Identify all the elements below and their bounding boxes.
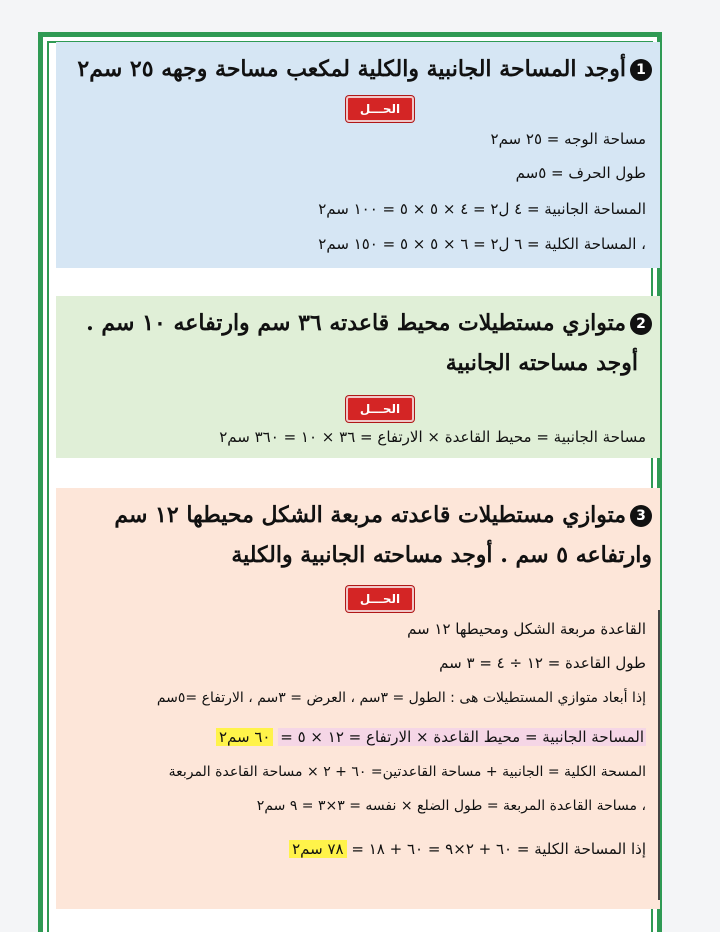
question-1-solution-badge: الحـــل xyxy=(346,96,414,122)
q3-margin-bar xyxy=(658,610,660,900)
q3-line-3: إذا أبعاد متوازي المستطيلات هى : الطول = ٣سم ، العرض = ٣سم ، الارتفاع =٥سم xyxy=(156,690,646,706)
question-3-solution-badge: الحـــل xyxy=(346,586,414,612)
q3-total-result: ٧٨ سم٢ xyxy=(289,840,347,858)
q3-line-2: طول القاعدة = ١٢ ÷ ٤ = ٣ سم xyxy=(439,654,646,672)
q1-line-3: المساحة الجانبية = ٤ ل٢ = ٤ × ٥ × ٥ = ١٠٠ سم٢ xyxy=(318,200,646,218)
q3-line-1: القاعدة مربعة الشكل ومحيطها ١٢ سم xyxy=(407,620,646,638)
question-2-line-1: 2متوازي مستطيلات محيط قاعدته ٣٦ سم وارتفاعه ١٠ سم . xyxy=(64,310,652,336)
q3-lateral-result: ٦٠ سم٢ xyxy=(216,728,274,746)
q2-line-1: مساحة الجانبية = محيط القاعدة × الارتفاع = ٣٦ × ١٠ = ٣٦٠ سم٢ xyxy=(219,428,646,446)
question-3-number: 3 xyxy=(630,505,652,527)
question-1-text: 1أوجد المساحة الجانبية والكلية لمكعب مساحة وجهه ٢٥ سم٢ xyxy=(64,56,652,82)
question-3-line-1: 3متوازي مستطيلات قاعدته مربعة الشكل محيطها ١٢ سم xyxy=(64,502,652,528)
q1-line-4: ، المساحة الكلية = ٦ ل٢ = ٦ × ٥ × ٥ = ١٥٠ سم٢ xyxy=(318,235,646,253)
q3-lateral-area: المساحة الجانبية = محيط القاعدة × الارتفاع = ١٢ × ٥ = ٦٠ سم٢ xyxy=(70,728,646,746)
question-2-section xyxy=(56,296,660,458)
q3-total-area: إذا المساحة الكلية = ٦٠ + ٢×٩ = ٦٠ + ١٨ = ٧٨ سم٢ xyxy=(70,840,646,858)
question-3-line-2: وارتفاعه ٥ سم . أوجد مساحته الجانبية والكلية xyxy=(231,542,652,568)
question-2-line-2: أوجد مساحته الجانبية xyxy=(445,350,638,376)
q3-base-area: ، مساحة القاعدة المربعة = طول الضلع × نفسه = ٣×٣ = ٩ سم٢ xyxy=(256,798,646,814)
question-2-number: 2 xyxy=(630,313,652,335)
question-1-section xyxy=(56,42,660,268)
q3-total-formula: المسحة الكلية = الجانبية + مساحة القاعدتين= ٦٠ + ٢ × مساحة القاعدة المربعة xyxy=(168,764,646,780)
q1-line-2: طول الحرف = ٥سم xyxy=(515,164,646,182)
q1-line-1: مساحة الوجه = ٢٥ سم٢ xyxy=(490,130,646,148)
question-2-solution-badge: الحـــل xyxy=(346,396,414,422)
question-1-number: 1 xyxy=(630,59,652,81)
question-3-section xyxy=(56,488,660,909)
